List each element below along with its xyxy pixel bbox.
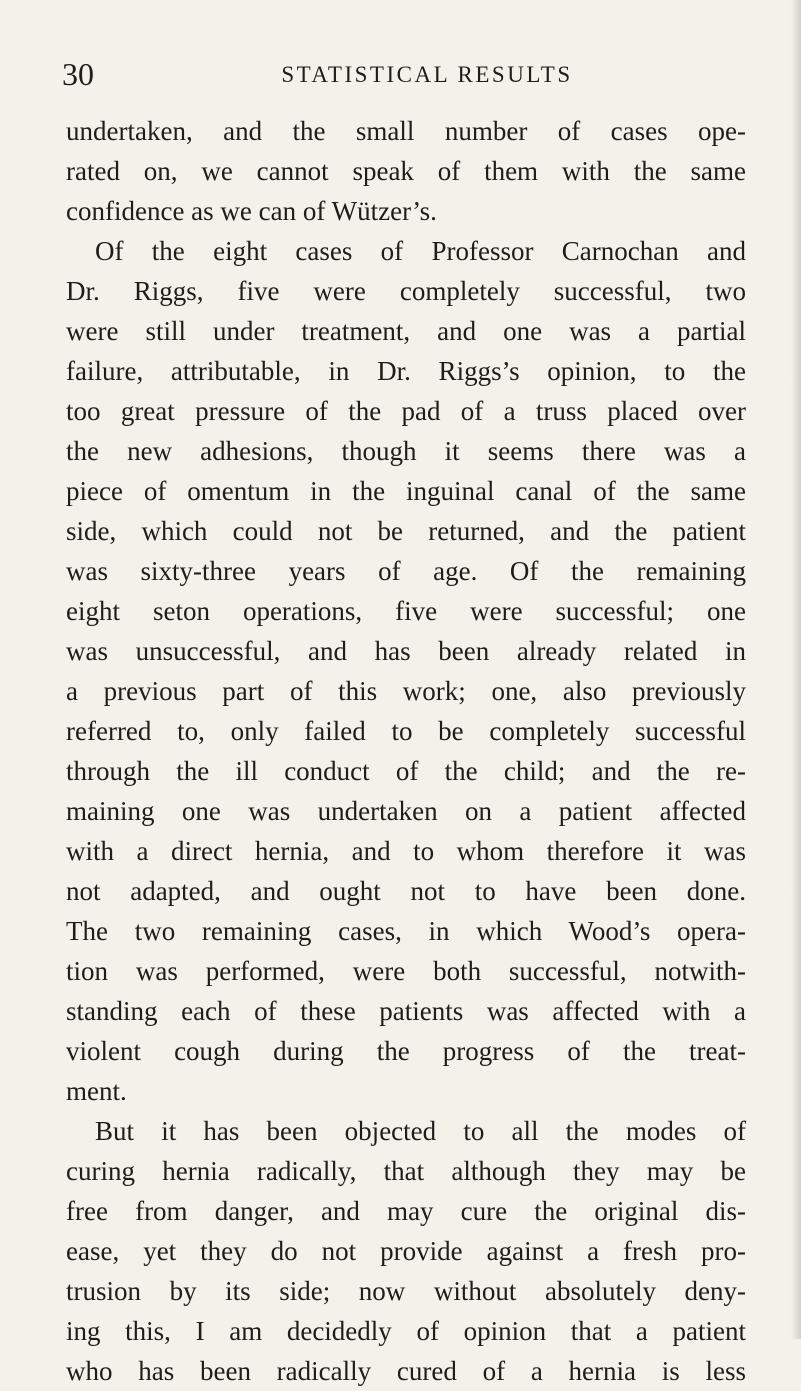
text-line: But it has been objected to all the modes of (95, 1116, 746, 1146)
text-line: confidence as we can of Wützer’s. (66, 196, 437, 226)
text-line: too great pressure of the pad of a truss placed over (66, 396, 746, 426)
page-edge-shadow (791, 0, 801, 1339)
text-line: standing each of these patients was affected with a (66, 996, 746, 1026)
text-line: who has been radically cured of a hernia is less (66, 1356, 746, 1386)
text-line: was unsuccessful, and has been already related in (66, 636, 746, 666)
text-line: curing hernia radically, that although they may be (66, 1156, 746, 1186)
text-line: with a direct hernia, and to whom therefore it was (66, 836, 746, 866)
text-line: free from danger, and may cure the original dis- (66, 1196, 746, 1226)
text-line: trusion by its side; now without absolutely deny- (66, 1276, 746, 1306)
text-line: maining one was undertaken on a patient affected (66, 796, 746, 826)
text-line: tion was performed, were both successful, notwith- (66, 956, 746, 986)
text-line: through the ill conduct of the child; and the re- (66, 756, 746, 786)
text-line: Of the eight cases of Professor Carnochan and (95, 236, 746, 266)
page-header (62, 54, 742, 94)
text-line: ease, yet they do not provide against a fresh pro- (66, 1236, 746, 1266)
text-line: piece of omentum in the inguinal canal of the same (66, 476, 746, 506)
text-line: referred to, only failed to be completely successful (66, 716, 746, 746)
text-line: the new adhesions, though it seems there was a (66, 436, 746, 466)
text-line: ing this, I am decidedly of opinion that a patient (66, 1316, 746, 1346)
text-line: side, which could not be returned, and the patient (66, 516, 746, 546)
text-line: The two remaining cases, in which Wood’s opera- (66, 916, 746, 946)
body-text (66, 111, 746, 1391)
text-line: was sixty-three years of age. Of the remaining (66, 556, 746, 586)
page-number: 30 (62, 56, 94, 92)
text-line: failure, attributable, in Dr. Riggs’s opinion, to the (66, 356, 746, 386)
text-line: not adapted, and ought not to have been done. (66, 876, 746, 906)
text-line: were still under treatment, and one was a partial (66, 316, 746, 346)
text-line: a previous part of this work; one, also previously (66, 676, 746, 706)
text-line: ment. (66, 1076, 127, 1106)
text-line: eight seton operations, five were successful; one (66, 596, 746, 626)
text-line: violent cough during the progress of the treat- (66, 1036, 746, 1066)
running-head: STATISTICAL RESULTS (281, 62, 573, 87)
text-line: rated on, we cannot speak of them with the same (66, 156, 746, 186)
text-line: undertaken, and the small number of cases ope- (66, 116, 746, 146)
text-line: Dr. Riggs, five were completely successful, two (66, 276, 746, 306)
